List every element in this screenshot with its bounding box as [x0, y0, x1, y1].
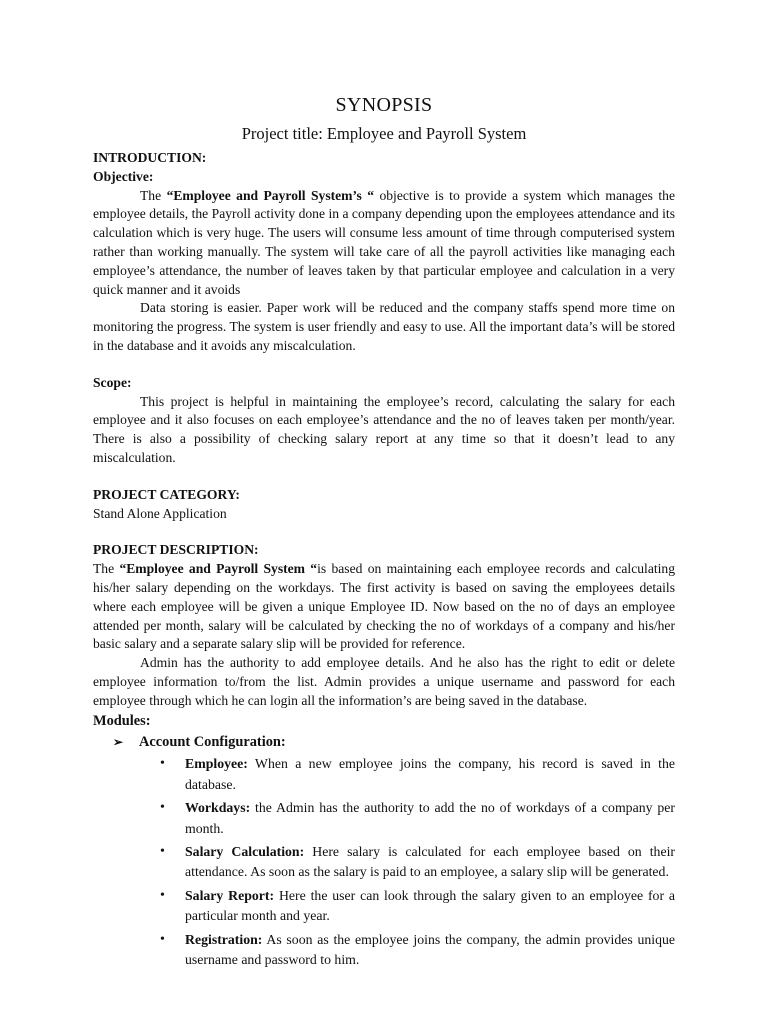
objective-paragraph-1: The “Employee and Payroll System’s “ objective is to provide a system which manages the employee details, the Payroll activity done in a company depending upon the employees attendance and its calculation which is very huge. The users will consume less amount of time through computerised system rather than working manually. The system will take care of all the payroll activities like managing each employee’s attendance, the number of leaves taken by that particular employee and calculation in a very quick manner and it avoids — [93, 187, 675, 297]
objective-heading: Objective: — [93, 168, 154, 184]
bullet-icon: • — [160, 843, 165, 859]
description-paragraph-1: The “Employee and Payroll System “is based on maintaining each employee records and calculating his/her salary depending on the workdays. The first activity is based on saving the employees details where each employee will be given a unique Employee ID. Now based on the no of days an employee attended per month, salary will be calculated by checking the no of workdays of a company and his/her basic salary and a separate salary slip will be provided for reference. — [93, 561, 675, 652]
document-page — [93, 92, 675, 973]
introduction-heading: INTRODUCTION: — [93, 150, 207, 165]
modules-heading: Modules: — [93, 712, 151, 729]
module-group-account-configuration: ➢ Account Configuration: — [113, 734, 286, 751]
bullet-icon: • — [160, 756, 165, 772]
project-title: Project title: Employee and Payroll System — [241, 124, 527, 143]
bullet-icon: • — [160, 931, 165, 947]
list-item: • Employee: When a new employee joins the company, his record is saved in the database. — [160, 756, 675, 792]
category-value: Stand Alone Application — [93, 505, 227, 521]
list-item: • Salary Calculation: Here salary is calculated for each employee based on their attendance. As soon as the salary is paid to an employee, a salary slip will be generated. — [160, 843, 676, 880]
modules-list — [93, 732, 675, 970]
description-paragraph-2: Admin has the authority to add employee details. And he also has the right to edit or delete employee information to/from the list. Admin provides a unique username and password for each employee through which he can login all the information’s are being saved in the database. — [93, 655, 675, 708]
module-items — [93, 754, 675, 970]
arrow-bullet-icon: ➢ — [113, 735, 124, 750]
scope-heading: Scope: — [93, 374, 132, 390]
document-title: SYNOPSIS — [335, 94, 433, 116]
list-item: • Salary Report: Here the user can look through the salary given to an employee for a particular month and year. — [160, 887, 675, 924]
bullet-icon: • — [160, 800, 165, 816]
list-item: • Workdays: the Admin has the authority to add the no of workdays of a company per month. — [160, 800, 675, 836]
description-system-name: “Employee and Payroll System “ — [119, 561, 318, 577]
objective-system-name: “Employee and Payroll System’s “ — [166, 187, 375, 203]
category-heading: PROJECT CATEGORY: — [93, 486, 240, 502]
scope-paragraph: This project is helpful in maintaining the employee’s record, calculating the salary for each employee and it also focuses on each employee’s attendance and the no of leaves taken per month/year. There is also a possibility of checking salary report at any time so that it doesn’t lead to any miscalculation. — [93, 393, 675, 465]
bullet-icon: • — [160, 887, 165, 903]
objective-paragraph-2: Data storing is easier. Paper work will be reduced and the company staffs spend more time on monitoring the progress. The system is user friendly and easy to use. All the important data’s will be stored in the database and it avoids any miscalculation. — [93, 300, 675, 353]
list-item: • Registration: As soon as the employee joins the company, the admin provides unique username and password to him. — [160, 931, 675, 967]
description-heading: PROJECT DESCRIPTION: — [93, 542, 259, 558]
